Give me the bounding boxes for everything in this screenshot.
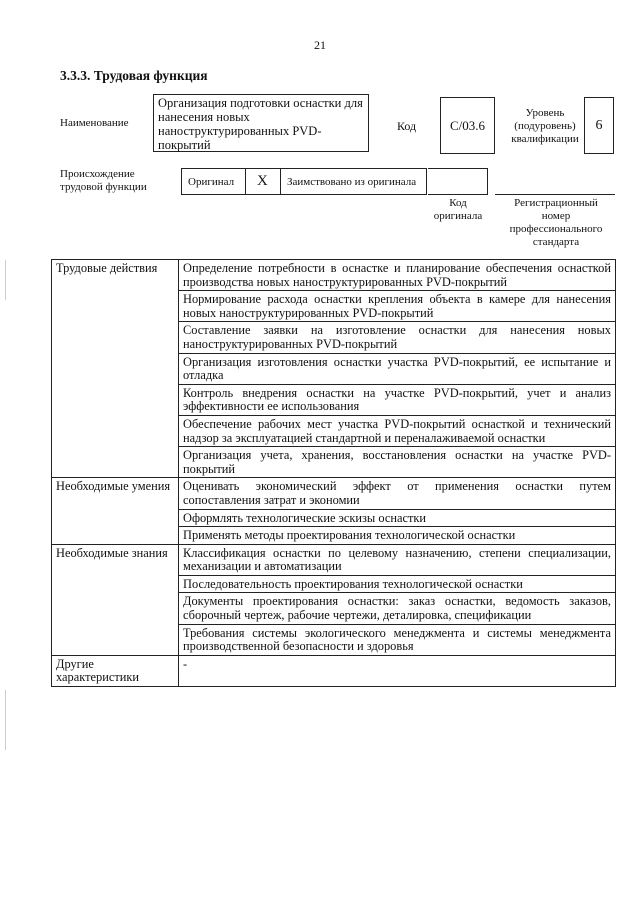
section-heading: Другие характеристики: [52, 655, 179, 686]
skill-item: Применять методы проектирования технологической оснастки: [179, 527, 616, 545]
section-title: 3.3.3. Трудовая функция: [60, 68, 208, 83]
code-label: Код: [397, 119, 417, 133]
original-option-label: Оригинал: [188, 176, 235, 188]
section-heading: Необходимые знания: [52, 544, 179, 655]
qualification-level-box: 6: [584, 97, 614, 154]
knowledge-item: Документы проектирования оснастки: заказ оснастки, ведомость заказов, сборочный чертеж, рабочие чертежи, деталировка, спецификации: [179, 593, 616, 624]
borrowed-option-label: Заимствовано из оригинала: [287, 176, 417, 188]
knowledge-item: Классификация оснастки по целевому назначению, степени специализации, механизации и автоматизации: [179, 544, 616, 575]
origin-label: Происхождение трудовой функции: [60, 168, 147, 193]
labor-action-item: Определение потребности в оснастке и планирование обеспечения оснасткой производства новых наноструктурированных PVD-покрытий: [179, 260, 616, 291]
skill-item: Оценивать экономический эффект от применения оснастки путем сопоставления затрат и экономии: [179, 478, 616, 509]
original-code-caption: Код оригинала: [433, 197, 483, 222]
original-code-box: [428, 168, 488, 195]
labor-action-item: Организация изготовления оснастки участка PVD-покрытий, ее испытание и отладка: [179, 353, 616, 384]
section-heading: Трудовые действия: [52, 260, 179, 478]
section-heading: Необходимые умения: [52, 478, 179, 544]
function-name-box: Организация подготовки оснастки для нанесения новых наноструктурированных PVD-покрытий: [153, 94, 369, 152]
labor-action-item: Нормирование расхода оснастки крепления объекта в камере для нанесения новых наноструктурированных PVD-покрытий: [179, 291, 616, 322]
page-number: 21: [314, 38, 326, 52]
table-row: [52, 478, 616, 509]
labor-action-item: Составление заявки на изготовление оснастки для нанесения новых наноструктурированных PVD-покрытий: [179, 322, 616, 353]
labor-action-item: Обеспечение рабочих мест участка PVD-покрытий оснасткой и технический надзор за эксплуатацией стандартной и переналаживаемой оснастки: [179, 415, 616, 446]
table-row: [52, 544, 616, 575]
margin-artifact: [5, 260, 6, 300]
origin-divider: [426, 168, 427, 195]
registration-number-box: [495, 168, 615, 195]
registration-number-caption: Регистрационный номер профессионального стандарта: [509, 197, 603, 248]
labor-action-item: Контроль внедрения оснастки на участке PVD-покрытий, учет и анализ эффективности ее использования: [179, 384, 616, 415]
qualification-level-label: Уровень (подуровень) квалификации: [511, 107, 579, 145]
margin-artifact: [5, 690, 6, 750]
other-characteristic-item: -: [179, 655, 616, 686]
origin-divider: [280, 168, 281, 195]
origin-divider: [245, 168, 246, 195]
labor-action-item: Организация учета, хранения, восстановления оснастки на участке PVD-покрытий: [179, 447, 616, 478]
table-row: [52, 655, 616, 686]
function-details-table: [51, 259, 616, 687]
code-value-box: С/03.6: [440, 97, 495, 154]
knowledge-item: Требования системы экологического менеджмента и системы менеджмента производственной безопасности и здоровья: [179, 624, 616, 655]
name-label: Наименование: [60, 117, 129, 129]
knowledge-item: Последовательность проектирования технологической оснастки: [179, 575, 616, 593]
skill-item: Оформлять технологические эскизы оснастки: [179, 509, 616, 527]
original-checkmark: X: [257, 173, 268, 189]
table-row: [52, 260, 616, 291]
